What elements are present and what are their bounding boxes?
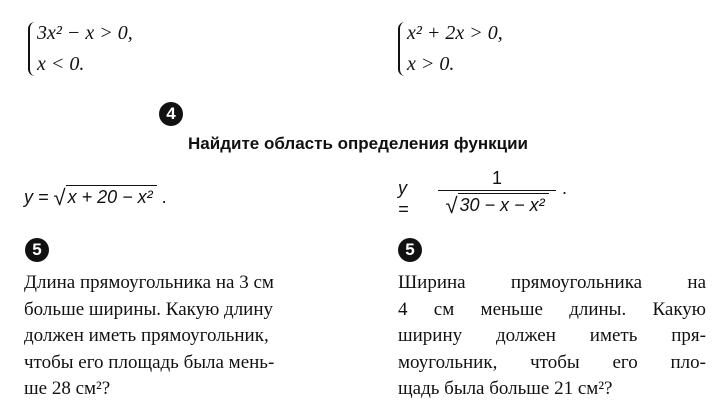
problem-right-line: моугольник, чтобы его пло- bbox=[398, 351, 706, 373]
function-right-lhs: y = bbox=[398, 178, 409, 219]
function-right-radicand: 30 − x − x² bbox=[458, 193, 549, 216]
function-right-fraction bbox=[438, 168, 556, 217]
system-left-line2: x < 0. bbox=[37, 53, 85, 75]
function-left-tail: . bbox=[161, 187, 167, 207]
problem-left-line: ше 28 см²? bbox=[24, 378, 111, 399]
function-left-lhs: y = bbox=[24, 187, 49, 207]
system-left bbox=[37, 18, 133, 80]
problem-right-line: ширину должен иметь пря- bbox=[398, 325, 706, 346]
function-right-numerator: 1 bbox=[491, 168, 502, 188]
problem-text-left bbox=[24, 270, 344, 403]
function-left-radicand: x + 20 − x² bbox=[66, 185, 157, 208]
exercise-number-badge-5-left: 5 bbox=[25, 238, 49, 262]
exercise-title: Найдите область определения функции bbox=[188, 134, 528, 153]
function-right-tail: . bbox=[562, 178, 568, 198]
system-right bbox=[407, 18, 503, 80]
problem-right-line: Ширина прямоугольника на bbox=[398, 272, 706, 293]
problem-left-line: должен иметь прямоугольник, bbox=[24, 325, 269, 346]
problem-right-line: 4 см меньше длины. Какую bbox=[398, 298, 706, 320]
problem-right-line: щадь была больше 21 см²? bbox=[398, 378, 613, 399]
sqrt-icon: √ bbox=[53, 185, 66, 210]
system-left-line1: 3x² − x > 0, bbox=[37, 22, 133, 44]
function-right-denominator bbox=[438, 191, 556, 217]
sqrt-icon: √ bbox=[445, 193, 458, 218]
problem-text-right bbox=[398, 270, 706, 403]
exercise-number-badge-5-right: 5 bbox=[398, 238, 422, 262]
system-brace-right bbox=[398, 22, 407, 76]
problem-left-line: чтобы его площадь была мень- bbox=[24, 351, 275, 373]
exercise-number-badge-4: 4 bbox=[159, 102, 183, 126]
problem-left-line: больше ширины. Какую длину bbox=[24, 298, 274, 320]
system-brace-left bbox=[28, 22, 37, 76]
problem-left-line: Длина прямоугольника на 3 см bbox=[24, 272, 274, 293]
function-left bbox=[24, 183, 167, 209]
system-right-line1: x² + 2x > 0, bbox=[407, 22, 503, 44]
system-right-line2: x > 0. bbox=[407, 53, 455, 75]
